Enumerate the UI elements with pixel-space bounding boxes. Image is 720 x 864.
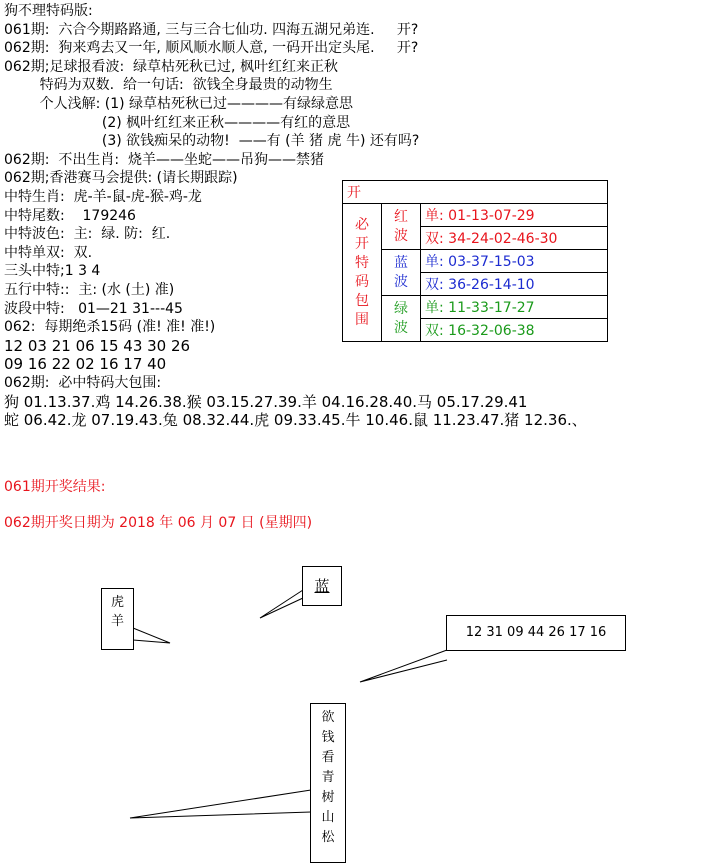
text-line: 中特生肖: 虎-羊-鼠-虎-猴-鸡-龙 <box>4 189 202 205</box>
text-line: 062期;香港赛马会提供: (请长期跟踪) <box>4 170 238 187</box>
riddle-pointer <box>130 790 311 818</box>
red-odd-row: 单: 01-13-07-29 <box>421 204 608 227</box>
zodiac-pointer <box>133 628 170 643</box>
blue-odd-row: 单: 03-37-15-03 <box>421 250 608 273</box>
next-draw-date: 062期开奖日期为 2018 年 06 月 07 日 (星期四) <box>4 515 313 531</box>
table-left-label: 必 开 特 码 包 围 <box>343 204 382 342</box>
zodiac-bubble: 虎 羊 <box>101 588 134 650</box>
text-line: 中特波色: 主: 绿. 防: 红. <box>4 226 171 243</box>
text-line: 062期: 狗来鸡去又一年, 顺风顺水顺人意, 一码开出定头尾. 开? <box>4 40 419 57</box>
green-even-row: 双: 16-32-06-38 <box>421 319 608 342</box>
text-line: 狗不理特码版: <box>4 3 93 19</box>
green-wave-label: 绿 波 <box>382 296 421 342</box>
text-line: 波段中特: 01—21 31---45 <box>4 300 183 317</box>
text-line: 中特单双: 双. <box>4 244 93 261</box>
color-bubble: 蓝 <box>302 566 342 606</box>
green-odd-row: 单: 11-33-17-27 <box>421 296 608 319</box>
riddle-bubble: 欲 钱 看 青 树 山 松 <box>310 703 346 863</box>
text-line: 蛇 06.42.龙 07.19.43.兔 08.32.44.虎 09.33.45.牛 10.46.鼠 11.23.47.猪 12.36.、 <box>4 411 587 430</box>
result-title: 061期开奖结果: <box>4 479 106 495</box>
table-header: 开 <box>343 181 608 204</box>
color-pointer <box>260 590 303 618</box>
text-line: 特码为双数. 给一句话: 欲钱全身最贵的动物生 <box>4 77 333 94</box>
text-line: 狗 01.13.37.鸡 14.26.38.猴 03.15.27.39.羊 04.16.28.40.马 05.17.29.41 <box>4 392 528 411</box>
text-line: 12 03 21 06 15 43 30 26 <box>4 336 191 355</box>
numbers-pointer <box>360 650 447 682</box>
text-line: 062: 每期绝杀15码 (准! 准! 准!) <box>4 319 216 336</box>
blue-wave-label: 蓝 波 <box>382 250 421 296</box>
blue-even-row: 双: 36-26-14-10 <box>421 273 608 296</box>
text-line: 09 16 22 02 16 17 40 <box>4 355 167 374</box>
text-line: (3) 欲钱痴呆的动物! ——有 (羊 猪 虎 牛) 还有吗? <box>4 133 420 150</box>
text-line: 061期: 六合今期路路通, 三与三合七仙功. 四海五湖兄弟连. 开? <box>4 21 419 38</box>
text-line: 三头中特;1 3 4 <box>4 263 101 280</box>
text-line: 062期: 必中特码大包围: <box>4 375 162 391</box>
text-line: (2) 枫叶红红来正秋————有红的意思 <box>4 114 351 131</box>
red-wave-label: 红 波 <box>382 204 421 250</box>
text-line: 中特尾数: 179246 <box>4 207 136 224</box>
numbers-bubble: 12 31 09 44 26 17 16 <box>446 615 626 651</box>
text-line: 个人浅解: (1) 绿草枯死秋已过————有绿绿意思 <box>4 96 354 112</box>
text-line: 五行中特:: 主: (水 (土) 准) <box>4 282 175 298</box>
text-line: 062期: 不出生肖: 烧羊——坐蛇——吊狗——禁猪 <box>4 151 324 168</box>
red-even-row: 双: 34-24-02-46-30 <box>421 227 608 250</box>
text-line: 062期;足球报看波: 绿草枯死秋已过, 枫叶红红来正秋 <box>4 58 338 75</box>
